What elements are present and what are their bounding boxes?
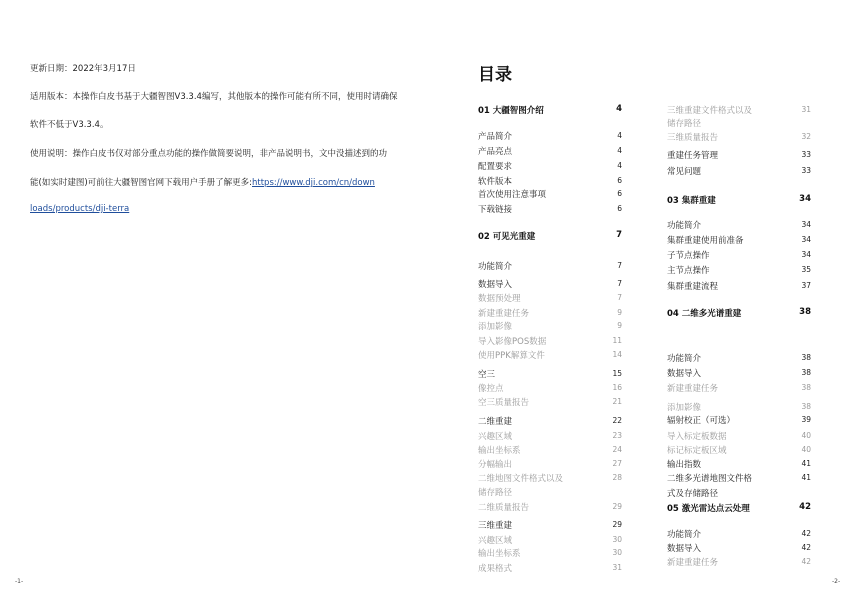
toc-col2-entry-label[interactable]: 03 集群重建 [667,196,716,206]
toc-col1-entry-label[interactable]: 首次使用注意事项 [478,190,547,200]
toc-col1-entry-label[interactable]: 储存路径 [478,488,513,498]
toc-col1-entry-label[interactable]: 软件版本 [478,177,513,187]
toc-col1-entry-label[interactable]: 兴趣区域 [478,536,513,546]
toc-col2-entry-page: 40 [801,445,811,454]
toc-col1-entry-label[interactable]: 二维重建 [478,417,513,427]
toc-col1-entry-label[interactable]: 添加影像 [478,322,513,332]
toc-col1-entry-label[interactable]: 使用PPK解算文件 [478,351,545,361]
toc-col1-entry-page: 30 [612,535,622,544]
toc-col2-entry-label[interactable]: 新建重建任务 [667,558,719,568]
toc-col2-entry-label[interactable]: 二维多光谱地图文件格 [667,474,753,484]
toc-col1-entry-page: 23 [612,431,622,440]
toc-col2-entry-page: 41 [801,459,811,468]
toc-col2-entry-label[interactable]: 导入标定板数据 [667,432,727,442]
toc-col2-entry-label[interactable]: 重建任务管理 [667,151,719,161]
toc-col1-entry-label[interactable]: 二维地图文件格式以及 [478,474,564,484]
toc-col1-entry-label[interactable]: 数据导入 [478,280,513,290]
page-number-right: -2- [832,578,841,585]
download-link-part2[interactable]: loads/products/dji-terra [30,204,130,214]
toc-col1-entry-label[interactable]: 空三质量报告 [478,398,530,408]
toc-col2-entry-page: 31 [801,105,811,114]
toc-col2-entry-page: 33 [801,166,811,175]
toc-col2-entry-page: 42 [801,543,811,552]
toc-col1-entry-label[interactable]: 新建重建任务 [478,309,530,319]
toc-col2-entry-page: 41 [801,473,811,482]
toc-col1-entry-label[interactable]: 兴趣区域 [478,432,513,442]
toc-col2-entry-label[interactable]: 储存路径 [667,119,702,129]
usage-text: 能(如实时建图)可前往大疆智图官网下载用户手册了解更多: [30,178,252,188]
toc-col1-entry-page: 21 [612,397,622,406]
toc-col2-entry-label[interactable]: 数据导入 [667,544,702,554]
toc-col2-entry-page: 39 [801,415,811,424]
toc-col1-entry-label[interactable]: 配置要求 [478,162,513,172]
toc-col2-entry-label[interactable]: 功能简介 [667,221,702,231]
toc-col1-entry-page: 11 [612,336,622,345]
toc-col2-entry-label[interactable]: 子节点操作 [667,251,710,261]
toc-col2-entry-page: 32 [801,132,811,141]
toc-col2-entry-label[interactable]: 添加影像 [667,403,702,413]
toc-col1-entry-page: 29 [612,520,622,529]
toc-col2-entry-label[interactable]: 三维重建文件格式以及 [667,106,753,116]
toc-col1-entry-label[interactable]: 成果格式 [478,564,513,574]
toc-col2-entry-page: 34 [799,194,811,204]
update-date: 更新日期：2022年3月17日 [30,64,136,74]
toc-col1-entry-page: 4 [616,104,622,114]
page-number-left: -1- [15,578,24,585]
toc-col1-entry-page: 9 [617,321,622,330]
toc-col2-entry-label[interactable]: 常见问题 [667,167,702,177]
toc-col1-entry-page: 22 [612,416,622,425]
toc-col2-entry-page: 33 [801,150,811,159]
toc-col2-entry-label[interactable]: 主节点操作 [667,266,710,276]
toc-col1-entry-page: 28 [612,473,622,482]
toc-col1-entry-page: 6 [617,204,622,213]
toc-col2-entry-page: 42 [801,529,811,538]
toc-col1-entry-page: 6 [617,176,622,185]
toc-col1-entry-label[interactable]: 产品简介 [478,132,513,142]
toc-col2-entry-page: 34 [801,235,811,244]
toc-col2-entry-page: 38 [801,402,811,411]
toc-col1-entry-page: 4 [617,146,622,155]
toc-col2-entry-label[interactable]: 数据导入 [667,369,702,379]
toc-col1-entry-page: 7 [617,261,622,270]
toc-col1-entry-page: 7 [617,293,622,302]
usage-line2 [30,176,375,188]
toc-col1-entry-page: 27 [612,459,622,468]
toc-col1-entry-label[interactable]: 下载链接 [478,205,513,215]
toc-col1-entry-label[interactable]: 02 可见光重建 [478,232,536,242]
toc-col1-entry-page: 16 [612,383,622,392]
toc-col2-entry-page: 38 [801,353,811,362]
toc-col1-entry-label[interactable]: 输出坐标系 [478,446,521,456]
toc-col2-entry-label[interactable]: 功能简介 [667,530,702,540]
toc-col2-entry-label[interactable]: 集群重建使用前准备 [667,236,744,246]
toc-col1-entry-label[interactable]: 输出坐标系 [478,549,521,559]
toc-col2-entry-page: 38 [799,307,811,317]
toc-col2-entry-label[interactable]: 输出指数 [667,460,702,470]
toc-col1-entry-page: 29 [612,502,622,511]
toc-col1-entry-label[interactable]: 产品亮点 [478,147,513,157]
toc-col2-entry-page: 37 [801,281,811,290]
toc-col2-entry-label[interactable]: 式及存储路径 [667,489,719,499]
usage-line1: 使用说明：操作白皮书仅对部分重点功能的操作做简要说明，非产品说明书，文中没描述到的功 [30,149,388,159]
toc-col2-entry-page: 38 [801,368,811,377]
toc-col1-entry-label[interactable]: 分幅输出 [478,460,513,470]
toc-col1-entry-page: 24 [612,445,622,454]
toc-col2-entry-page: 42 [799,502,811,512]
toc-col1-entry-page: 15 [612,369,622,378]
applicable-version-line2: 软件不低于V3.3.4。 [30,120,109,130]
toc-col1-entry-label[interactable]: 空三 [478,370,496,380]
toc-col1-entry-page: 4 [617,131,622,140]
toc-col1-entry-page: 30 [612,548,622,557]
toc-col2-entry-label[interactable]: 功能简介 [667,354,702,364]
download-link-continued[interactable] [30,204,129,214]
toc-col1-entry-label[interactable]: 三维重建 [478,521,513,531]
toc-col1-entry-page: 9 [617,308,622,317]
toc-col2-entry-label[interactable]: 新建重建任务 [667,384,719,394]
toc-col1-entry-page: 7 [616,230,622,240]
toc-col2-entry-label[interactable]: 05 激光雷达点云处理 [667,504,750,514]
toc-col1-entry-label[interactable]: 导入影像POS数据 [478,337,547,347]
toc-col2-entry-label[interactable]: 集群重建流程 [667,282,719,292]
toc-col1-entry-page: 7 [617,279,622,288]
toc-col1-entry-label[interactable]: 像控点 [478,384,504,394]
toc-col1-entry-label[interactable]: 数据预处理 [478,294,521,304]
toc-col1-entry-label[interactable]: 01 大疆智图介绍 [478,106,544,116]
toc-col2-entry-label[interactable]: 04 二维多光谱重建 [667,309,742,319]
toc-title: 目录 [478,65,512,85]
toc-col1-entry-label[interactable]: 功能简介 [478,262,513,272]
toc-col2-entry-page: 35 [801,265,811,274]
toc-col1-entry-page: 31 [612,563,622,572]
download-link[interactable]: https://www.dji.com/cn/down [252,178,375,188]
toc-col2-entry-page: 34 [801,220,811,229]
toc-col1-entry-label[interactable]: 二维质量报告 [478,503,530,513]
toc-col1-entry-page: 14 [612,350,622,359]
toc-col1-entry-page: 6 [617,189,622,198]
applicable-version-line1: 适用版本：本操作白皮书基于大疆智图V3.3.4编写，其他版本的操作可能有所不同，使用时请确保 [30,92,398,102]
toc-col2-entry-page: 34 [801,250,811,259]
toc-col2-entry-label[interactable]: 辐射校正（可选） [667,416,736,426]
toc-col2-entry-label[interactable]: 三维质量报告 [667,133,719,143]
toc-col2-entry-page: 40 [801,431,811,440]
toc-col2-entry-page: 38 [801,383,811,392]
toc-col2-entry-label[interactable]: 标记标定板区域 [667,446,727,456]
toc-col2-entry-page: 42 [801,557,811,566]
toc-col1-entry-page: 4 [617,161,622,170]
